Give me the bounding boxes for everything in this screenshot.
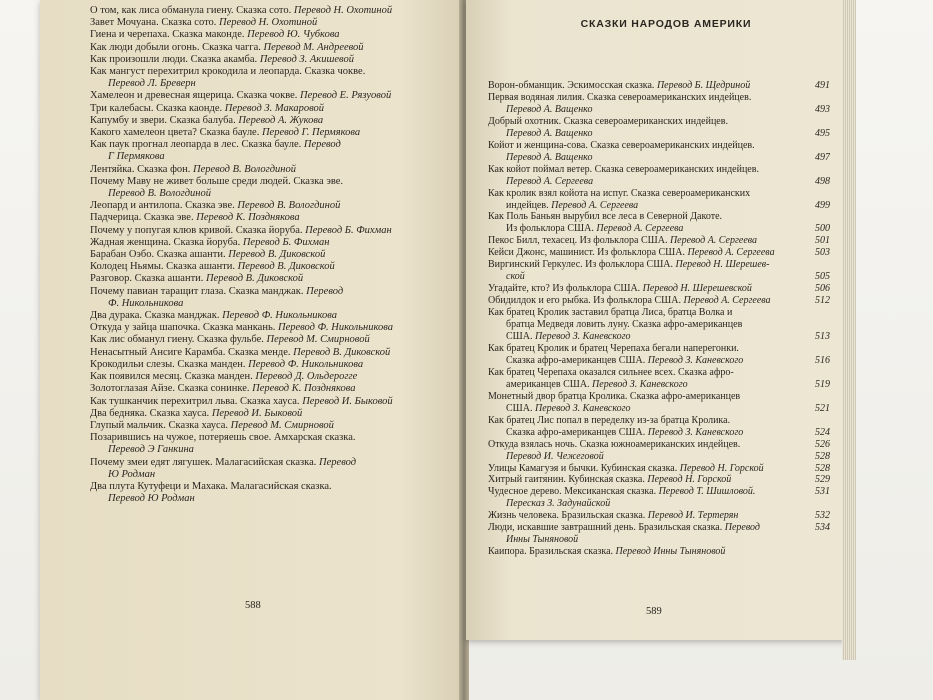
toc-entry: [90, 127, 490, 139]
toc-entry: [488, 247, 830, 259]
entry-translator: Перевод А. Сергеева: [596, 223, 684, 235]
entry-title: Крокодильи слезы. Сказка манден.: [90, 358, 249, 370]
entry-translator: Перевод А. Жукова: [238, 114, 324, 126]
toc-entry: [488, 307, 830, 319]
entry-translator: Перевод: [306, 285, 344, 297]
section-heading: СКАЗКИ НАРОДОВ АМЕРИКИ: [580, 18, 752, 30]
toc-entry: [90, 17, 490, 29]
toc-entry: [90, 261, 490, 273]
entry-page-number: 501: [815, 235, 830, 247]
entry-title: Койот и женщина-сова. Сказка североамериканских индейцев.: [488, 139, 755, 151]
entry-title: Позарившись на чужое, потеряешь свое. Амхарская сказка.: [90, 432, 356, 444]
toc-entry: [90, 42, 490, 54]
entry-title: Как кролик взял койота на испуг. Сказка североамериканских: [488, 187, 751, 199]
toc-entry: [90, 225, 490, 237]
entry-translator: Г Пермякова: [108, 151, 165, 163]
entry-translator: Перевод Б. Фихман: [305, 224, 392, 236]
entry-translator: Перевод Н. Шерешев-: [675, 259, 770, 271]
entry-title: Завет Мочуана. Сказка сото.: [90, 17, 220, 29]
entry-title: Сказка афро-американцев США.: [506, 354, 648, 366]
entry-title: О том, как лиса обманула гиену. Сказка сото.: [90, 5, 294, 16]
toc-entry: [488, 128, 830, 140]
right-toc-list: [488, 80, 830, 558]
entry-title: Ворон-обманщик. Эскимосская сказка.: [488, 80, 657, 91]
toc-entry: [90, 334, 490, 346]
entry-translator: Перевод: [319, 456, 357, 468]
toc-entry: [488, 439, 830, 451]
entry-translator: Перевод И. Тертерян: [647, 510, 739, 522]
entry-title: Разговор. Сказка ашанти.: [90, 273, 207, 285]
toc-entry: [488, 271, 830, 283]
entry-title: Гиена и черепаха. Сказка маконде.: [90, 29, 248, 41]
entry-translator: Перевод Н. Охотиной: [219, 17, 318, 29]
entry-title: Люди, искавшие завтрашний день. Бразильская сказка.: [488, 522, 725, 534]
toc-entry: [488, 80, 830, 92]
entry-translator: Перевод Г. Пермякова: [261, 127, 361, 139]
entry-page-number: 528: [815, 450, 830, 462]
entry-title: Первая водяная лилия. Сказка североамериканских индейцев.: [488, 91, 752, 103]
entry-translator: Перевод Ю. Чубкова: [247, 29, 340, 41]
toc-entry: [488, 379, 830, 391]
toc-entry: [90, 383, 490, 395]
entry-translator: Перевод В. Диковской: [237, 261, 335, 273]
entry-translator: Перевод Ф. Никольникова: [277, 322, 393, 334]
page-edges: [842, 0, 856, 660]
entry-translator: Перевод Н. Горской: [679, 462, 764, 474]
entry-translator: Перевод З. Каневского: [647, 426, 744, 438]
entry-title: Два дурака. Сказка манджак.: [90, 310, 223, 322]
entry-title: Кейси Джонс, машинист. Из фольклора США.: [488, 247, 688, 259]
entry-title: Жизнь человека. Бразильская сказка.: [488, 510, 648, 522]
toc-entry: [90, 78, 490, 90]
entry-page-number: 506: [815, 283, 830, 295]
entry-translator: Перевод И. Быковой: [302, 395, 393, 407]
entry-page-number: 498: [815, 175, 830, 187]
toc-entry: [488, 104, 830, 116]
toc-entry: [488, 343, 830, 355]
entry-translator: Перевод В. Диковской: [293, 346, 391, 358]
entry-title: Два плута Кутуфеци и Махака. Малагасийская сказка.: [90, 480, 332, 492]
entry-title: Из фольклора США.: [506, 223, 597, 235]
toc-entry: [90, 493, 490, 505]
toc-entry: [488, 474, 830, 486]
entry-translator: Перевод А. Сергеева: [683, 295, 771, 307]
entry-title: Золотоглазая Айзе. Сказка сонинке.: [90, 383, 253, 395]
toc-entry: [90, 481, 490, 493]
toc-entry: [90, 90, 490, 102]
entry-title: Почему змеи едят лягушек. Малагасийская сказка.: [90, 456, 320, 468]
entry-page-number: 513: [815, 331, 830, 343]
toc-entry: [90, 432, 490, 444]
toc-entry: [488, 259, 830, 271]
entry-translator: Перевод К. Позднякова: [252, 383, 356, 395]
entry-translator: Перевод А. Сергеева: [506, 175, 594, 187]
entry-page-number: 534: [815, 522, 830, 534]
entry-translator: Перевод Ю Родман: [108, 493, 195, 505]
entry-title: Как койот поймал ветер. Сказка североамериканских индейцев.: [488, 163, 759, 175]
toc-entry: [90, 396, 490, 408]
entry-page-number: 524: [815, 426, 830, 438]
left-toc-list: [90, 5, 490, 505]
toc-entry: [90, 29, 490, 41]
toc-entry: [488, 534, 830, 546]
toc-entry: [488, 451, 830, 463]
entry-title: Как произошли люди. Сказка акамба.: [90, 53, 260, 65]
entry-translator: Перевод М. Смирновой: [266, 334, 370, 346]
entry-title: Два бедняка. Сказка хауса.: [90, 407, 212, 419]
right-page: [466, 0, 846, 640]
entry-translator: Инны Тыняновой: [506, 534, 579, 546]
entry-translator: Перевод З. Каневского: [647, 354, 744, 366]
entry-title: Барабан Оэбо. Сказка ашанти.: [90, 249, 229, 261]
entry-translator: Перевод Н. Горской: [647, 474, 732, 486]
toc-entry: [488, 463, 830, 475]
entry-translator: Ф. Никольникова: [108, 297, 184, 309]
toc-entry: [90, 103, 490, 115]
entry-title: Капумбу и звери. Сказка балуба.: [90, 114, 239, 126]
toc-entry: [488, 164, 830, 176]
entry-title: Как паук прогнал леопарда в лес. Сказка бауле.: [90, 139, 304, 151]
toc-entry: [488, 295, 830, 307]
entry-translator: Перевод А. Ващенко: [506, 127, 593, 139]
toc-entry: [488, 176, 830, 188]
toc-entry: [90, 151, 490, 163]
entry-title: Какого хамелеон цвета? Сказка бауле.: [90, 127, 262, 139]
entry-translator: Перевод А. Сергеева: [551, 199, 639, 211]
entry-title: Колодец Ньямы. Сказка ашанти.: [90, 261, 238, 273]
toc-entry: [488, 391, 830, 403]
toc-entry: [90, 457, 490, 469]
entry-translator: Перевод: [724, 522, 760, 534]
toc-entry: [488, 367, 830, 379]
toc-entry: [488, 427, 830, 439]
entry-translator: Перевод Т. Шишловой.: [658, 486, 756, 498]
entry-translator: Перевод Н. Охотиной: [293, 5, 393, 16]
entry-title: США.: [506, 402, 535, 414]
entry-title: американцев США.: [506, 378, 593, 390]
toc-entry: [488, 522, 830, 534]
entry-translator: Перевод Инны Тыняновой: [615, 546, 726, 558]
toc-entry: [488, 116, 830, 128]
entry-translator: Перевод Н. Шерешевской: [642, 283, 752, 295]
entry-title: Откуда взялась ночь. Сказка южноамериканских индейцев.: [488, 438, 741, 450]
entry-title: Лентяйка. Сказка фон.: [90, 163, 193, 175]
toc-entry: [488, 235, 830, 247]
toc-entry: [488, 355, 830, 367]
toc-entry: [90, 298, 490, 310]
entry-translator: Ю Родман: [108, 468, 156, 480]
toc-entry: [90, 286, 490, 298]
entry-translator: Перевод Ф. Никольникова: [248, 358, 364, 370]
entry-title: Глупый мальчик. Сказка хауса.: [90, 419, 231, 431]
toc-entry: [90, 66, 490, 78]
toc-entry: [90, 347, 490, 359]
entry-translator: Перевод А. Ващенко: [506, 103, 593, 115]
entry-page-number: 529: [815, 474, 830, 486]
entry-title: Откуда у зайца шапочка. Сказка манкань.: [90, 322, 278, 334]
entry-translator: Перевод И. Чежеговой: [506, 450, 604, 462]
toc-entry: [90, 310, 490, 322]
toc-entry: [488, 188, 830, 200]
entry-title: Почему Маву не живет больше среди людей. Сказка эве.: [90, 175, 344, 187]
toc-entry: [90, 322, 490, 334]
entry-title: Ненасытный Ансиге Карамба. Сказка менде.: [90, 346, 294, 358]
toc-entry: [90, 176, 490, 188]
toc-entry: [90, 200, 490, 212]
entry-title: Сказка афро-американцев США.: [506, 426, 648, 438]
entry-title: Монетный двор братца Кролика. Сказка афро-американцев: [488, 390, 741, 402]
toc-entry: [488, 546, 830, 558]
left-page: [40, 0, 462, 700]
toc-entry: [488, 415, 830, 427]
entry-title: США.: [506, 331, 535, 343]
entry-title: Виргинский Геркулес. Из фольклора США.: [488, 259, 676, 271]
toc-entry: [488, 92, 830, 104]
entry-translator: Перевод М. Смирновой: [230, 419, 334, 431]
entry-title: Леопард и антилопа. Сказка эве.: [90, 200, 238, 212]
entry-translator: Перевод А. Сергеева: [687, 247, 775, 259]
entry-title: Хамелеон и древесная ящерица. Сказка чокве.: [90, 90, 301, 102]
right-page-number: 589: [646, 606, 662, 617]
entry-title: Пекос Билл, техасец. Из фольклора США.: [488, 235, 670, 247]
entry-title: Чудесное дерево. Мексиканская сказка.: [488, 486, 659, 498]
entry-title: Каипора. Бразильская сказка.: [488, 546, 616, 558]
entry-translator: Перевод Э Ганкина: [108, 444, 194, 456]
toc-entry: [90, 469, 490, 481]
entry-title: Три калебасы. Сказка каонде.: [90, 102, 225, 114]
toc-entry: [488, 200, 830, 212]
toc-entry: [488, 486, 830, 498]
entry-title: Как лис обманул гиену. Сказка фульбе.: [90, 334, 267, 346]
entry-page-number: 493: [815, 103, 830, 115]
toc-entry: [488, 331, 830, 343]
entry-translator: Перевод: [303, 139, 341, 151]
entry-page-number: 526: [815, 438, 830, 450]
entry-title: Улицы Камагуэя и бычки. Кубинская сказка.: [488, 462, 680, 474]
entry-title: Добрый охотник. Сказка североамериканских индейцев.: [488, 115, 728, 127]
entry-translator: Перевод М. Андреевой: [263, 41, 364, 53]
entry-translator: Перевод В. Диковской: [206, 273, 304, 285]
entry-title: Обидилдок и его рыбка. Из фольклора США.: [488, 295, 684, 307]
toc-entry: [90, 420, 490, 432]
entry-translator: Пересказ З. Задунайской: [506, 498, 611, 510]
toc-entry: [488, 211, 830, 223]
entry-title: Как люди добыли огонь. Сказка чагга.: [90, 41, 264, 53]
entry-title: Как мангуст перехитрил крокодила и леопарда. Сказка чокве.: [90, 66, 366, 78]
entry-title: Падчерица. Сказка эве.: [90, 212, 197, 224]
entry-title: Хитрый гаитянин. Кубинская сказка.: [488, 474, 648, 486]
entry-translator: Перевод Б. Щедриной: [656, 80, 751, 91]
entry-page-number: 521: [815, 402, 830, 414]
entry-title: Как братец Кролик заставил братца Лиса, братца Волка и: [488, 307, 733, 319]
entry-translator: Перевод Ф. Никольникова: [222, 310, 338, 322]
entry-page-number: 505: [815, 271, 830, 283]
toc-entry: [488, 140, 830, 152]
toc-entry: [488, 223, 830, 235]
entry-page-number: 491: [815, 80, 830, 91]
entry-page-number: 500: [815, 223, 830, 235]
entry-translator: Перевод И. Быковой: [211, 407, 303, 419]
entry-title: Как братец Кролик и братец Черепаха бегали наперегонки.: [488, 342, 739, 354]
entry-translator: Перевод З. Акишевой: [259, 53, 354, 65]
entry-page-number: 512: [815, 295, 830, 307]
toc-entry: [90, 212, 490, 224]
entry-translator: Перевод В. Вологдиной: [193, 163, 297, 175]
entry-title: Как братец Черепаха оказался сильнее всех. Сказка афро-: [488, 366, 734, 378]
entry-page-number: 528: [815, 462, 830, 474]
entry-translator: Перевод В. Вологдиной: [108, 188, 212, 200]
entry-page-number: 532: [815, 510, 830, 522]
toc-entry: [488, 152, 830, 164]
entry-page-number: 499: [815, 199, 830, 211]
entry-title: братца Медведя ловить луну. Сказка афро-американцев: [506, 319, 743, 331]
toc-entry: [90, 359, 490, 371]
toc-entry: [488, 403, 830, 415]
entry-translator: Перевод З. Макаровой: [224, 102, 325, 114]
toc-entry: [90, 444, 490, 456]
entry-translator: Перевод В. Диковской: [228, 249, 326, 261]
entry-translator: Перевод К. Позднякова: [196, 212, 300, 224]
toc-entry: [90, 273, 490, 285]
toc-entry: [90, 164, 490, 176]
entry-translator: Перевод З. Каневского: [534, 331, 631, 343]
entry-page-number: 495: [815, 127, 830, 139]
entry-title: индейцев.: [506, 199, 552, 211]
toc-entry: [90, 237, 490, 249]
entry-page-number: 497: [815, 151, 830, 163]
toc-entry: [488, 283, 830, 295]
toc-entry: [90, 5, 490, 17]
entry-translator: Перевод Б. Фихман: [242, 236, 330, 248]
entry-title: Как появился месяц. Сказка манден.: [90, 371, 256, 383]
entry-translator: Перевод А. Сергеева: [669, 235, 758, 247]
entry-translator: Перевод Д. Ольдерогге: [255, 371, 358, 383]
toc-entry: [488, 319, 830, 331]
left-page-number: 588: [245, 600, 261, 611]
entry-page-number: 503: [815, 247, 830, 259]
toc-entry: [488, 510, 830, 522]
entry-title: Как тушканчик перехитрил льва. Сказка хауса.: [90, 395, 303, 407]
toc-entry: [90, 188, 490, 200]
entry-translator: Перевод Л. Бреверн: [108, 78, 196, 90]
entry-page-number: 531: [815, 486, 830, 498]
toc-entry: [488, 498, 830, 510]
entry-title: Почему у попугая клюв кривой. Сказка йоруба.: [90, 224, 306, 236]
entry-title: Как братец Лис попал в переделку из-за братца Кролика.: [488, 414, 731, 426]
entry-translator: Перевод В. Вологдиной: [237, 200, 341, 212]
entry-translator: Перевод З. Каневского: [534, 402, 631, 414]
entry-page-number: 516: [815, 354, 830, 366]
entry-title: Как Поль Баньян вырубил все леса в Северной Дакоте.: [488, 211, 723, 223]
entry-title: Жадная женщина. Сказка йоруба.: [90, 236, 243, 248]
toc-entry: [90, 371, 490, 383]
entry-title: Угадайте, кто? Из фольклора США.: [488, 283, 643, 295]
toc-entry: [90, 115, 490, 127]
entry-translator: Перевод З. Каневского: [592, 378, 688, 390]
entry-page-number: 519: [815, 378, 830, 390]
entry-title: Почему павиан таращит глаза. Сказка манджак.: [90, 285, 307, 297]
toc-entry: [90, 139, 490, 151]
entry-translator: Перевод А. Ващенко: [506, 151, 593, 163]
toc-entry: [90, 249, 490, 261]
entry-translator: Перевод Е. Рязуовой: [300, 90, 392, 102]
toc-entry: [90, 54, 490, 66]
entry-translator: ской: [506, 271, 525, 283]
toc-entry: [90, 408, 490, 420]
